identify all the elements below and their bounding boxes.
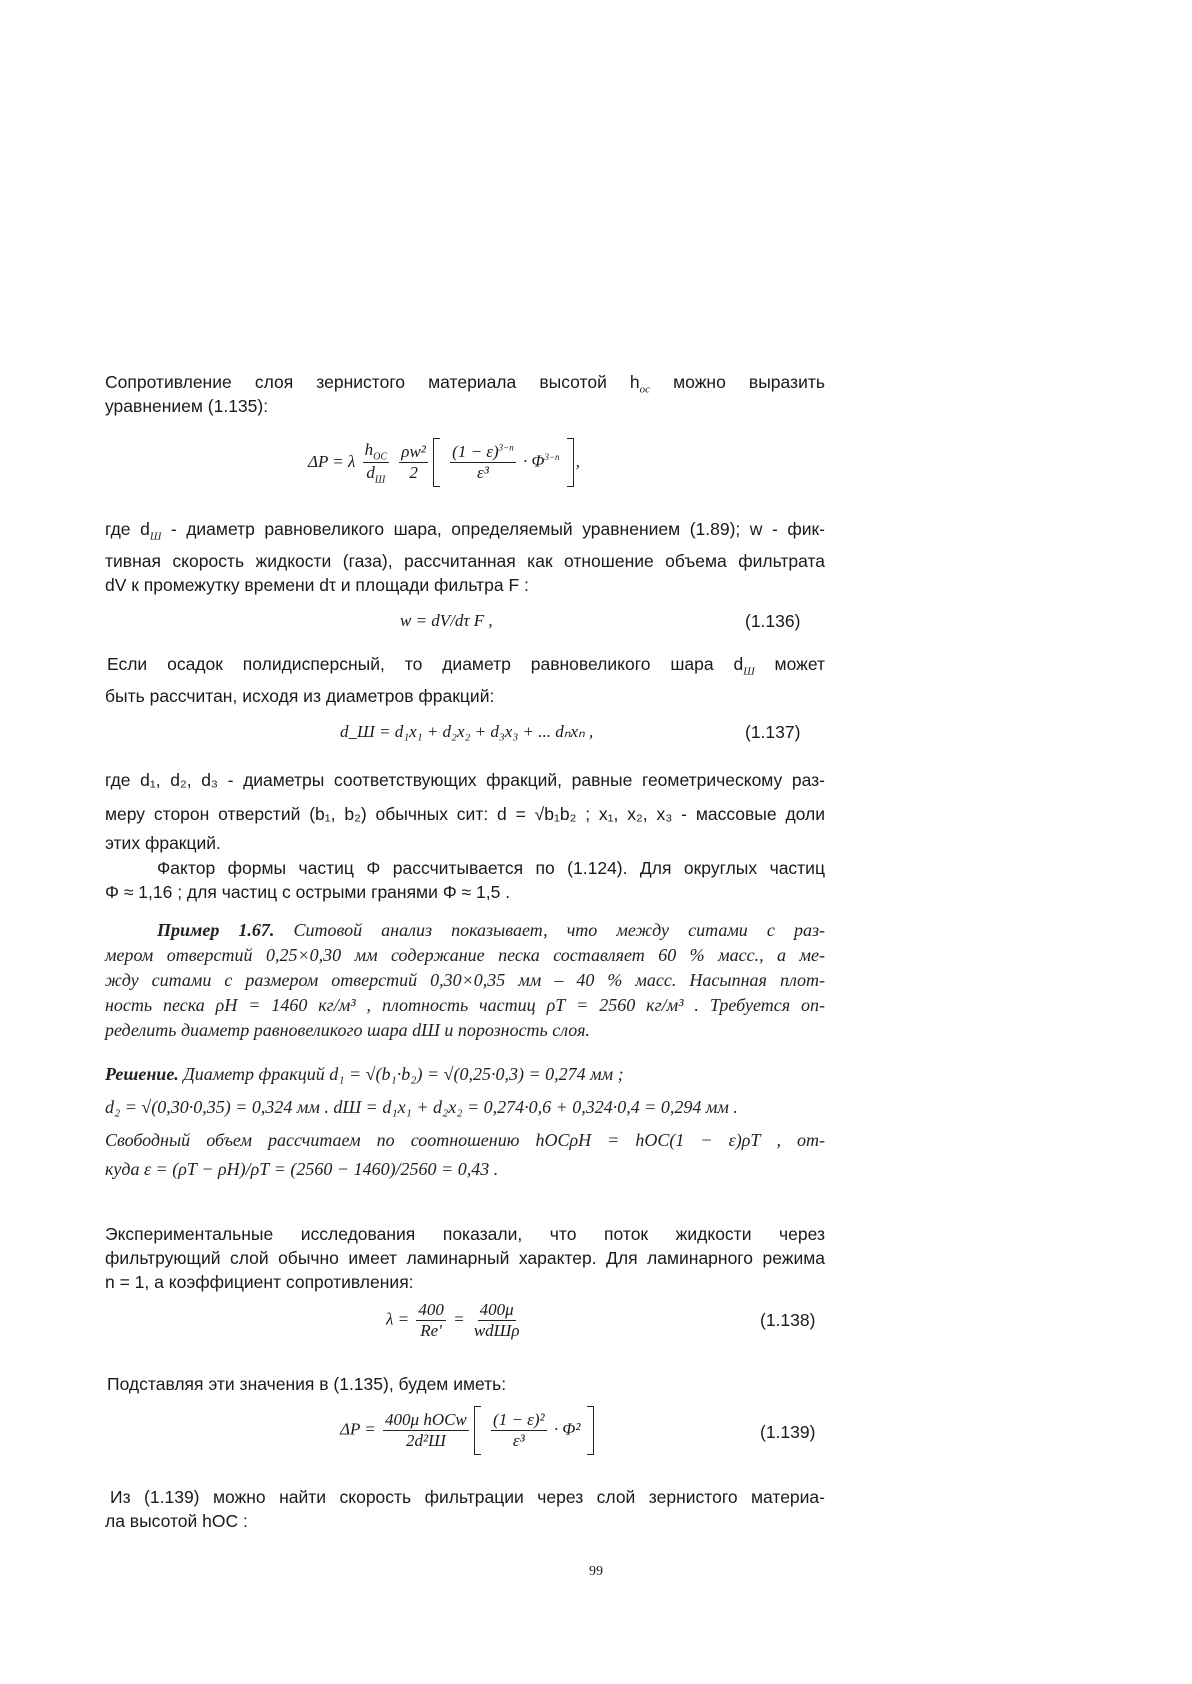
solution-block [105,1062,825,1182]
text: ε³ [512,1431,525,1450]
solution-label: Решение. [105,1064,179,1084]
text: d₂ = √(0,30·0,35) = 0,324 мм . dШ = d₁x₁ + d₂x₂ = 0,274·0,6 + 0,324·0,4 = 0,294 мм . [105,1097,738,1117]
text: Экспериментальные исследования показали, что поток жидкости через [105,1224,825,1244]
text: , [575,451,581,471]
text: Ш [374,474,386,486]
paragraph-polydisperse [105,652,825,708]
text: Свободный объем рассчитаем по соотношению hОСρН = hОС(1 − ε)ρТ , от- [105,1130,825,1150]
text: 400 [418,1300,444,1319]
equation-1-135 [308,440,580,486]
text: ределить диаметр равновеликого шара dШ и порозность слоя. [105,1020,590,1040]
equation-number: (1.139) [760,1422,816,1442]
example-label: Пример 1.67. [157,920,275,940]
text: - диаметр равновеликого шара, определяемый уравнением (1.89); w - фик- [161,519,825,539]
equation-number: (1.138) [760,1310,816,1330]
text: 3−n [498,442,514,453]
text: меру сторон отверстий (b₁, b₂) обычных сит: d = √b₁b₂ ; x₁, x₂, x₃ - массовые доли [105,804,825,824]
text: 2 [409,463,418,483]
text: ε³ [477,463,489,483]
text: 3−n [544,452,560,463]
text: быть рассчитан, исходя из диаметров фракций: [105,685,495,706]
eq-bracket [476,1410,592,1451]
paragraph-where-d [105,517,825,597]
text: 2d²Ш [405,1431,446,1450]
paragraph-substituting: Подставляя эти значения в (1.135), будем иметь: [107,1374,507,1394]
text: ность песка ρН = 1460 кг/м³ , плотность частиц ρТ = 2560 кг/м³ . Требуется оп- [105,995,825,1015]
equation-1-137: d_Ш = d₁x₁ + d₂x₂ + d₃x₃ + ... dₙxₙ , [340,722,594,741]
eq-fraction [491,1410,547,1451]
equation-1-139 [340,1410,592,1451]
text: 400μ hОСw [385,1410,467,1429]
eq-fraction [383,1410,469,1451]
text: мером отверстий 0,25×0,30 мм содержание песка составляет 60 % масс., а ме- [105,945,825,965]
eq-fraction [472,1300,522,1341]
text: Ситовой анализ показывает, что между ситами с раз- [274,920,825,940]
text: Ш [743,665,755,678]
text: ос [639,383,651,396]
page-number: 99 [589,1564,603,1579]
text: (1 − ε) [452,442,499,462]
text: Φ ≈ 1,16 ; для частиц с острыми гранями Φ ≈ 1,5 . [105,882,511,902]
text: ла высотой hОС : [105,1511,248,1531]
text: можно выразить [650,372,825,392]
text: Фактор формы частиц Φ рассчитывается по (1.124). Для округлых частиц [157,858,825,878]
text: d [366,463,375,483]
text: куда ε = (ρТ − ρН)/ρТ = (2560 − 1460)/2560 = 0,43 . [105,1159,499,1179]
eq-fraction [450,442,516,483]
text: Re' [420,1321,442,1340]
text: ОС [373,451,388,463]
text: этих фракций. [105,833,221,853]
text: 400μ [479,1300,514,1319]
equation-1-136: w = dV/dτ F , [400,611,493,630]
paragraph-filtration-speed [105,1485,825,1533]
text: может [754,654,825,674]
text: тивная скорость жидкости (газа), рассчитанная как отношение объема фильтрата [105,550,825,571]
eq-bracket [435,442,571,483]
eq-fraction [416,1300,446,1341]
text: Диаметр фракций d₁ = √(b₁·b₂) = √(0,25·0,3) = 0,274 мм ; [178,1064,624,1084]
text: Сопротивление слоя зернистого материала высотой h [105,372,640,392]
eq-lhs: ΔP = [340,1419,376,1439]
equation-1-138 [386,1300,525,1341]
text: = [453,1309,465,1329]
eq-lhs: λ = [386,1309,410,1329]
text: · Φ [522,451,545,471]
text: wdШρ [473,1321,520,1340]
text: dV к промежутку времени dτ и площади фильтра F : [105,574,529,595]
eq-fraction [363,440,389,486]
paragraph-fractions [105,763,825,855]
text: · Φ² [553,1419,581,1439]
text: жду ситами с размером отверстий 0,30×0,35 мм – 40 % масс. Насыпная плот- [105,970,825,990]
text: где d₁, d₂, d₃ - диаметры соответствующих фракций, равные геометрическому раз- [105,770,825,790]
text: ρw² [401,442,426,462]
text: (1 − ε)² [493,1410,545,1429]
text: Из (1.139) можно найти скорость фильтрации через слой зернистого материа- [110,1487,825,1507]
text: Ш [149,530,162,543]
equation-number: (1.136) [745,611,801,631]
eq-fraction [399,442,428,483]
paragraph-form-factor [105,856,825,904]
text: фильтрующий слой обычно имеет ламинарный характер. Для ламинарного режима [105,1248,825,1268]
text: h [364,440,374,459]
paragraph-laminar [105,1222,825,1294]
paragraph-intro-line2: уравнением (1.135): [105,396,269,416]
equation-number: (1.137) [745,722,801,742]
text: n = 1, а коэффициент сопротивления: [105,1272,414,1292]
text: Если осадок полидисперсный, то диаметр равновеликого шара d [107,654,744,674]
example-block [105,918,825,1043]
text: где d [105,519,150,539]
eq-lhs: ΔP = λ [308,451,356,471]
